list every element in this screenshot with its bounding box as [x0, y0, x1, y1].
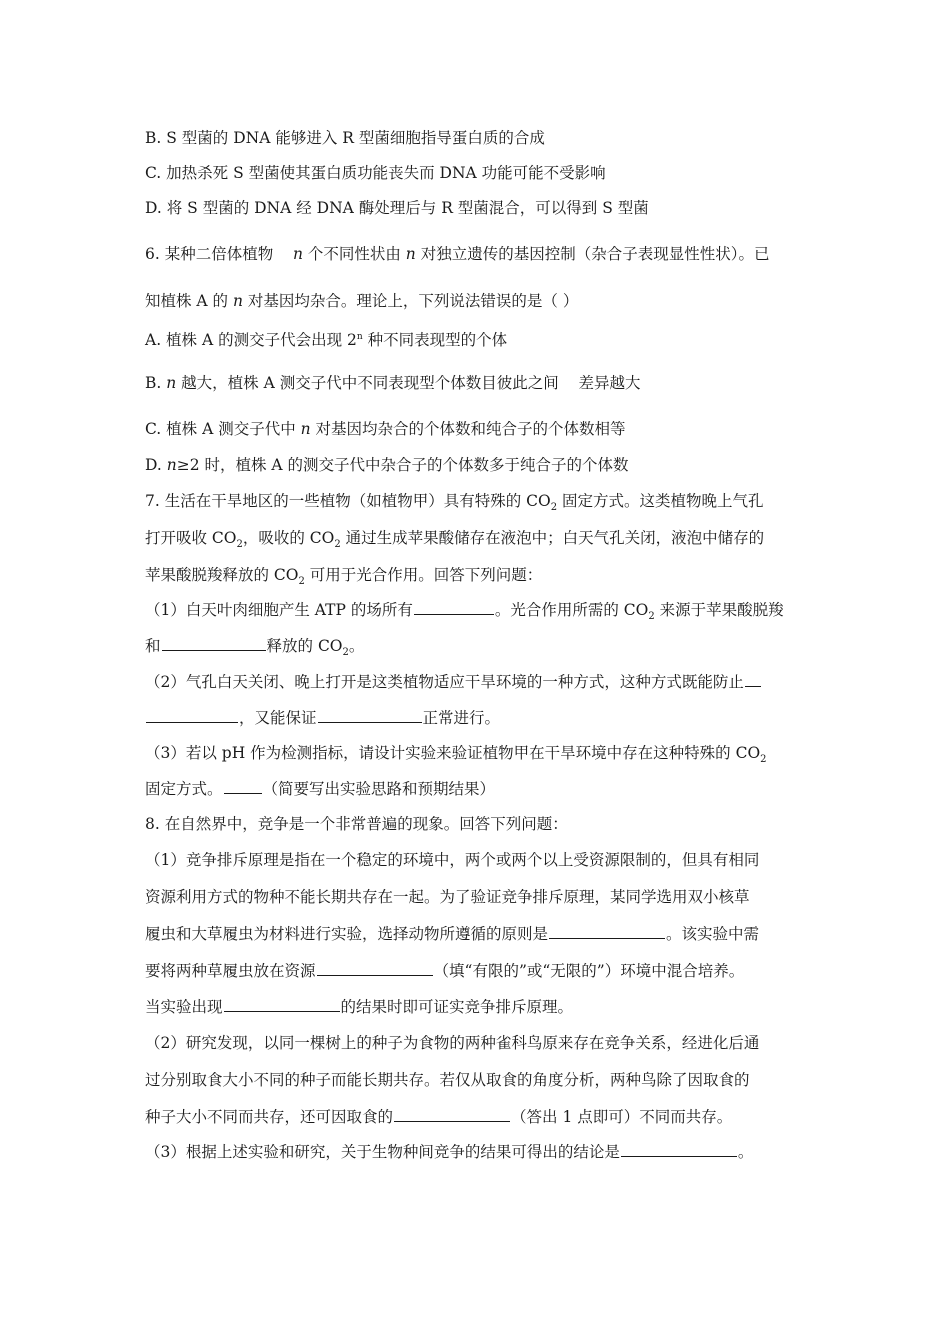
- q6-option-text: C. 植株 A 测交子代中: [145, 420, 301, 438]
- q6-stem-text: 个不同性状由: [302, 245, 406, 263]
- subscript-2: 2: [760, 754, 767, 766]
- q7-text: （2）气孔白天关闭、晚上打开是这类植物适应干旱环境的一种方式，这种方式既能防止: [145, 673, 744, 691]
- answer-blank[interactable]: [621, 1141, 737, 1157]
- answer-blank[interactable]: [549, 923, 665, 939]
- q7-text: 通过生成苹果酸储存在液泡中；白天气孔关闭，液泡中储存的: [340, 529, 765, 547]
- q7-stem-line1: [145, 490, 825, 519]
- q6-var-n: n: [166, 456, 177, 474]
- q7-part3-line1: [145, 742, 825, 771]
- q7-part3-line2: [145, 778, 825, 800]
- q8-part1-line2: 资源利用方式的物种不能长期共存在一起。为了验证竞争排斥原理，某同学选用双小核草: [145, 888, 750, 906]
- q7-text: 7. 生活在干旱地区的一些植物（如植物甲）具有特殊的 CO: [145, 492, 551, 510]
- answer-blank[interactable]: [318, 707, 422, 723]
- q6-stem-text: 对基因均杂合。理论上，下列说法错误的是（ ）: [242, 292, 579, 310]
- q6-option-text: 对基因均杂合的个体数和纯合子的个体数相等: [310, 420, 626, 438]
- q6-var-n: n: [300, 420, 311, 438]
- q6-option-d: [145, 454, 825, 476]
- answer-blank[interactable]: [745, 671, 761, 687]
- q6-option-a: [145, 326, 825, 351]
- q6-superscript-n: n: [356, 332, 363, 342]
- subscript-2: 2: [298, 576, 305, 588]
- subscript-2: 2: [550, 502, 558, 514]
- q6-option-text: ≥2 时，植株 A 的测交子代中杂合子的个体数多于纯合子的个体数: [176, 456, 629, 474]
- q7-text: 固定方式。这类植物晚上气孔: [557, 492, 764, 510]
- q8-text: 要将两种草履虫放在资源: [145, 962, 316, 980]
- q8-part1-line1: （1）竞争排斥原理是指在一个稳定的环境中，两个或两个以上受资源限制的，但具有相同: [145, 851, 760, 869]
- q7-part2-line2: [145, 707, 825, 729]
- answer-blank[interactable]: [224, 996, 340, 1012]
- q6-stem-line2: [145, 290, 825, 312]
- q7-stem-line3: [145, 564, 825, 593]
- q7-text: （简要写出实验思路和预期结果）: [262, 780, 496, 798]
- q7-text: 。: [348, 637, 365, 655]
- q8-text: （答出 1 点即可）不同而共存。: [511, 1108, 733, 1126]
- q8-text: 履虫和大草履虫为材料进行实验，选择动物所遵循的原则是: [145, 925, 549, 943]
- q8-stem: 8. 在自然界中，竞争是一个非常普遍的现象。回答下列问题：: [145, 815, 568, 833]
- q8-text: 。: [737, 1143, 754, 1161]
- q6-option-text: A. 植株 A 的测交子代会出现 2: [145, 331, 357, 350]
- q7-text: ，吸收的 CO: [242, 529, 335, 547]
- q7-part1-line2: [145, 635, 825, 664]
- q6-var-n: n: [405, 245, 416, 263]
- q7-text: 固定方式。: [145, 780, 223, 798]
- q7-text: 来源于苹果酸脱羧: [654, 601, 784, 619]
- q6-var-n: n: [166, 374, 177, 392]
- q6-option-b: [145, 372, 825, 394]
- subscript-2: 2: [648, 611, 655, 623]
- q8-part1-line4: [145, 960, 825, 982]
- q8-part1-line5: [145, 996, 825, 1018]
- answer-blank[interactable]: [317, 960, 433, 976]
- subscript-2: 2: [236, 539, 243, 551]
- q8-text: 的结果时即可证实竞争排斥原理。: [340, 998, 574, 1016]
- q7-part2-line1: [145, 671, 825, 693]
- q8-text: （3）根据上述实验和研究，关于生物种间竞争的结果可得出的结论是: [145, 1143, 620, 1161]
- q7-text: 苹果酸脱羧释放的 CO: [145, 566, 299, 584]
- q6-stem-text: 6. 某种二倍体植物: [145, 245, 274, 263]
- q7-text: 。光合作用所需的 CO: [494, 601, 649, 619]
- q7-text: 释放的 CO: [266, 637, 343, 655]
- q8-text: （填“有限的”或“无限的”）环境中混合培养。: [433, 962, 745, 980]
- subscript-2: 2: [342, 647, 349, 659]
- q5-option-b: B. S 型菌的 DNA 能够进入 R 型菌细胞指导蛋白质的合成: [145, 129, 545, 147]
- q8-part2-line2: 过分别取食大小不同的种子而能长期共存。若仅从取食的角度分析，两种鸟除了因取食的: [145, 1071, 750, 1089]
- q7-text: 和: [145, 637, 161, 655]
- q8-text: 。该实验中需: [666, 925, 760, 943]
- q6-option-text: B.: [145, 374, 167, 392]
- q7-text: （3）若以 pH 作为检测指标，请设计实验来验证植物甲在干旱环境中存在这种特殊的 CO: [145, 744, 761, 762]
- q6-option-text: 越大，植株 A 测交子代中不同表现型个体数目彼此之间: [176, 374, 559, 392]
- answer-blank[interactable]: [162, 635, 266, 651]
- q6-stem-text: 对独立遗传的基因控制（杂合子表现显性性状）。已: [415, 245, 770, 263]
- q6-var-n: n: [292, 245, 303, 263]
- q8-part2-line1: （2）研究发现，以同一棵树上的种子为食物的两种雀科鸟原来存在竞争关系，经进化后通: [145, 1034, 760, 1052]
- q7-text: ，又能保证: [239, 709, 317, 727]
- q8-part1-line3: [145, 923, 825, 945]
- q8-text: 当实验出现: [145, 998, 223, 1016]
- q6-option-text: D.: [145, 456, 167, 474]
- answer-blank[interactable]: [394, 1106, 510, 1122]
- q7-text: （1）白天叶肉细胞产生 ATP 的场所有: [145, 601, 413, 619]
- q8-part2-line3: [145, 1106, 825, 1128]
- q8-part3-line1: [145, 1141, 825, 1163]
- answer-blank[interactable]: [224, 778, 262, 794]
- q7-stem-line2: [145, 527, 825, 556]
- subscript-2: 2: [334, 539, 341, 551]
- q7-text: 可用于光合作用。回答下列问题：: [304, 566, 543, 584]
- answer-blank[interactable]: [414, 599, 494, 615]
- q6-var-n: n: [232, 292, 243, 310]
- q7-part1-line1: [145, 599, 825, 628]
- answer-blank[interactable]: [146, 707, 238, 723]
- q5-option-c: C. 加热杀死 S 型菌使其蛋白质功能丧失而 DNA 功能可能不受影响: [145, 164, 606, 182]
- q8-text: 种子大小不同而共存，还可因取食的: [145, 1108, 394, 1126]
- q6-option-text: 差异越大: [578, 374, 641, 392]
- q6-option-text: 种不同表现型的个体: [362, 331, 508, 350]
- q6-stem-text: 知植株 A 的: [145, 292, 233, 310]
- q7-text: 打开吸收 CO: [145, 529, 237, 547]
- q6-option-c: [145, 418, 825, 440]
- q6-stem-line1: [145, 243, 825, 265]
- q5-option-d: D. 将 S 型菌的 DNA 经 DNA 酶处理后与 R 型菌混合，可以得到 S 型菌: [145, 199, 649, 217]
- q7-text: 正常进行。: [422, 709, 501, 727]
